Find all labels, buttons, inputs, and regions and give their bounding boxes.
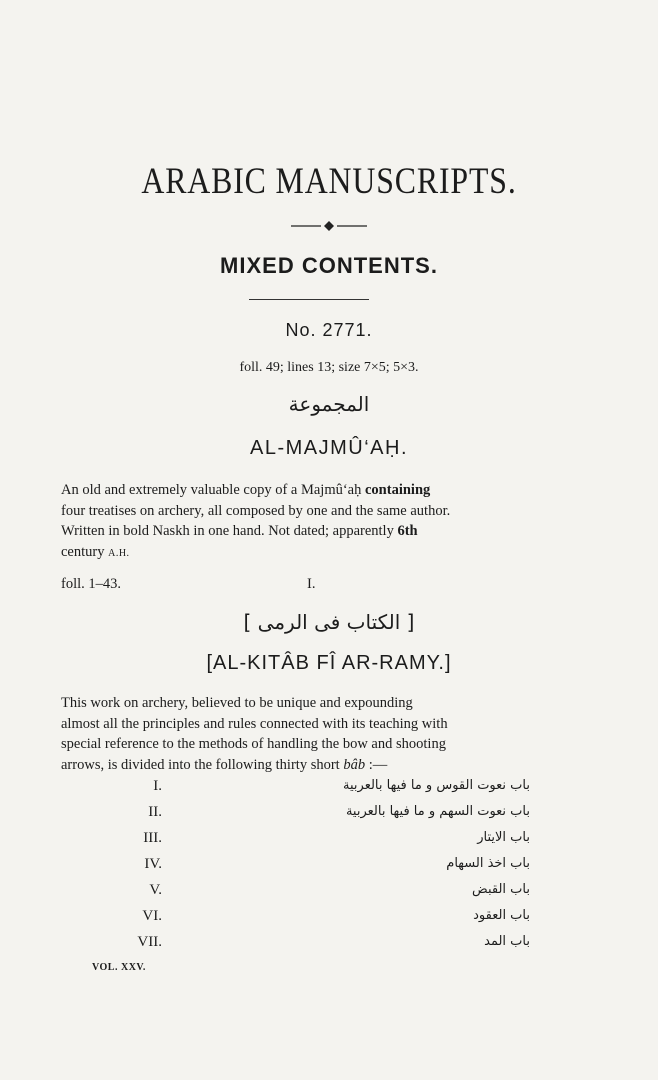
work-title-2: [AL-KITÂB FÎ AR-RAMY.] (206, 652, 452, 674)
section-foll: foll. 1–43. (61, 576, 122, 592)
description-paragraph-1 (61, 480, 564, 564)
divider-rule (249, 299, 369, 300)
para1-line2: four treatises on archery, all composed by one and the same author. (61, 502, 451, 519)
para2-line4-italic: bâb (343, 756, 366, 773)
chapter-row (0, 934, 658, 960)
arabic-title-1: المجموعة (288, 392, 370, 416)
chapter-number: VII. (137, 934, 162, 950)
para1-ah: A.H. (108, 547, 130, 559)
section-heading-row (61, 576, 564, 593)
chapter-arabic-title: باب القبض (472, 882, 530, 897)
chapter-row (0, 882, 658, 908)
para1-line3: Written in bold Naskh in one hand. Not dated; apparently (61, 523, 398, 539)
chapter-arabic-title: باب اخذ السهام (446, 856, 530, 871)
para2-line2: almost all the principles and rules connected with its teaching with (61, 715, 448, 732)
description-paragraph-2 (61, 693, 564, 775)
para2-line1: This work on archery, believed to be unique and expounding (61, 695, 413, 711)
chapter-row (0, 778, 658, 804)
chapter-row (0, 830, 658, 856)
chapter-number: IV. (144, 856, 162, 872)
work-title-1: AL-MAJMÛ‘AḤ. (249, 437, 408, 459)
chapter-number: III. (143, 830, 162, 846)
chapter-number: II. (148, 804, 162, 820)
chapter-row (0, 804, 658, 830)
para1-line4: century (61, 543, 109, 560)
chapter-row (0, 908, 658, 934)
para1-line1-bold: containing (365, 482, 431, 498)
arabic-title-2: [ الكتاب فى الرمى ] (243, 610, 415, 634)
chapter-arabic-title: باب العقود (473, 908, 530, 923)
para2-line4-end: :— (365, 756, 388, 773)
para2-line3: special reference to the methods of handling the bow and shooting (61, 736, 446, 752)
chapter-number: VI. (142, 908, 162, 924)
para2-line4-start: arrows, is divided into the following thirty short (61, 756, 344, 773)
section-subtitle: MIXED CONTENTS. (220, 253, 438, 278)
page-title: ARABIC MANUSCRIPTS. (141, 161, 517, 202)
section-roman: I. (307, 576, 316, 592)
chapter-arabic-title: باب نعوت القوس و ما فيها بالعربية (343, 778, 530, 793)
chapter-arabic-title: باب المد (484, 934, 530, 949)
chapter-arabic-title: باب الايتار (477, 830, 530, 845)
volume-signature: VOL. XXV. (92, 962, 146, 973)
folio-description: foll. 49; lines 13; size 7×5; 5×3. (239, 360, 419, 375)
diamond-ornament-icon (0, 220, 658, 232)
manuscript-number: No. 2771. (285, 320, 373, 340)
chapter-arabic-title: باب نعوت السهم و ما فيها بالعربية (345, 804, 530, 819)
chapter-row (0, 856, 658, 882)
chapter-number: V. (149, 882, 162, 898)
para1-line1-start: An old and extremely valuable copy of a Majmû‘aḥ (61, 482, 365, 498)
chapter-number: I. (153, 778, 162, 794)
para1-line3-bold: 6th (397, 523, 418, 539)
